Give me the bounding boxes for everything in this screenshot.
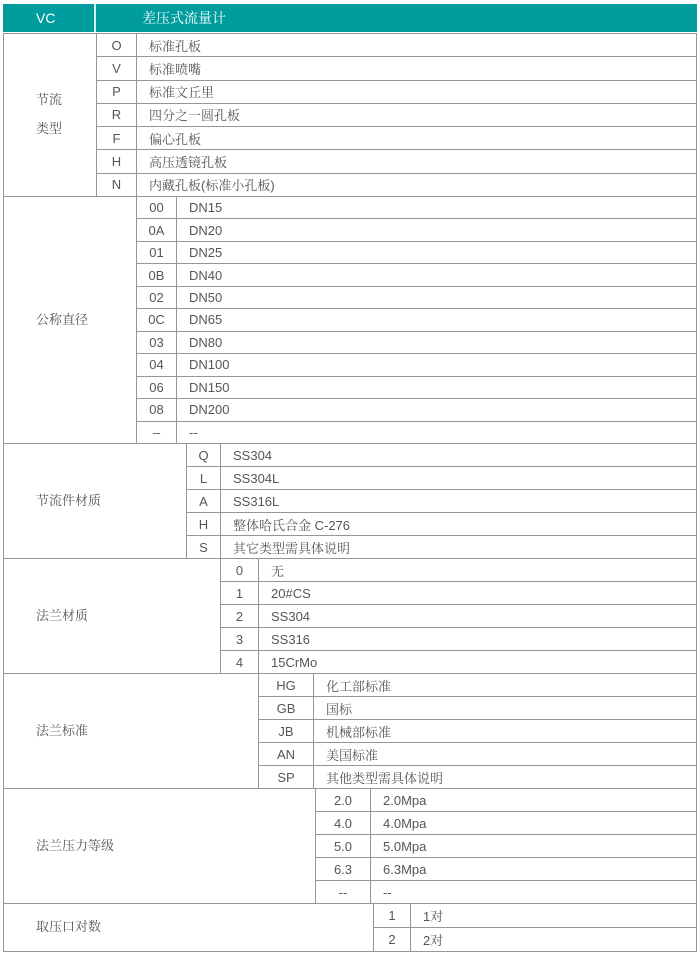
section-flange-material [4,558,696,673]
option-description: DN50 [189,290,223,306]
option-description: 国标 [326,701,353,717]
option-description: 高压透镜孔板 [149,155,228,171]
option-description: SS304L [233,470,280,486]
table-row [187,489,696,512]
option-description: 标准喷嘴 [149,61,202,77]
option-description: 6.3Mpa [383,861,427,877]
option-description: 2.0Mpa [383,792,427,808]
option-description: 四分之一圆孔板 [149,108,241,124]
option-code: 01 [137,242,177,263]
selection-table-body [3,33,697,952]
table-row [137,308,696,330]
table-row [221,604,696,627]
table-row [137,421,696,443]
option-description: DN65 [189,312,223,328]
option-description: -- [383,884,392,900]
table-row [187,466,696,489]
option-description: 偏心孔板 [149,131,202,147]
option-code: 5.0 [316,835,371,857]
option-code: N [97,174,137,196]
section-rows [221,559,696,673]
table-row [137,218,696,240]
table-row [97,34,696,56]
option-code: Q [187,444,221,466]
table-row [374,927,696,951]
section-rows [97,34,696,196]
section-label-line: 法兰压力等级 [36,837,115,853]
option-code: -- [316,881,371,903]
option-code: V [97,57,137,79]
section-nominal-diameter [4,196,696,443]
section-label-line: 取压口对数 [36,919,102,935]
option-code: F [97,127,137,149]
option-description: DN25 [189,245,223,261]
option-code: 00 [137,197,177,218]
option-code: 0C [137,309,177,330]
option-description: DN150 [189,379,230,395]
option-code: SP [259,766,314,788]
option-description: -- [189,424,198,440]
option-description: 2对 [423,933,444,948]
option-description: 美国标准 [326,747,379,763]
table-row [137,241,696,263]
option-description: SS304 [233,447,273,463]
option-description: SS316 [271,631,311,647]
option-code: 0A [137,219,177,240]
option-code: GB [259,697,314,719]
option-code: H [97,150,137,172]
table-row [97,103,696,126]
section-label [4,674,259,788]
table-row [97,80,696,103]
option-code: – [137,422,177,443]
product-title: 差压式流量计 [142,10,226,26]
option-description: 内藏孔板(标准小孔板) [149,178,275,194]
option-description: 1对 [423,909,444,924]
option-code: 3 [221,628,259,650]
table-row [137,197,696,218]
table-row [259,696,696,719]
option-code: 1 [221,582,259,604]
option-description: DN80 [189,334,223,350]
table-row [221,627,696,650]
section-label [4,789,316,903]
table-row [97,173,696,196]
table-row [137,331,696,353]
option-description: SS316L [233,493,280,509]
option-code: P [97,81,137,103]
table-row [259,765,696,788]
table-row [316,811,696,834]
table-row [97,149,696,172]
option-code: 04 [137,354,177,375]
table-row [316,857,696,880]
option-code: 08 [137,399,177,420]
table-row [316,880,696,903]
table-row [221,650,696,673]
option-code: 4.0 [316,812,371,834]
section-label-line: 节流件材质 [36,492,102,508]
option-code: O [97,34,137,56]
option-description: DN15 [189,200,223,216]
section-label-line: 法兰标准 [36,722,89,738]
option-code: 0B [137,264,177,285]
option-code: 06 [137,377,177,398]
option-code: 2 [221,605,259,627]
section-pressure-tap-pairs [4,903,696,951]
option-description: 5.0Mpa [383,838,427,854]
option-code: JB [259,720,314,742]
option-code: 6.3 [316,858,371,880]
section-label [4,34,97,196]
section-rows [259,674,696,788]
option-code: 1 [374,904,411,927]
option-description: 标准文丘里 [149,85,215,101]
section-flange-standard [4,673,696,788]
section-label-line: 类型 [36,121,63,136]
table-row [187,444,696,466]
table-row [259,742,696,765]
option-description: DN100 [189,357,230,373]
option-code: 0 [221,559,259,581]
section-throttle-material [4,443,696,558]
option-code: L [187,467,221,489]
section-label [4,559,221,673]
option-code: H [187,513,221,535]
option-description: 4.0Mpa [383,815,427,831]
table-row [259,674,696,696]
table-row [187,535,696,558]
table-row [221,559,696,581]
option-code: 02 [137,287,177,308]
option-code: 4 [221,651,259,673]
section-label [4,444,187,558]
table-row [137,398,696,420]
option-description: 标准孔板 [149,38,202,54]
section-rows [137,197,696,443]
option-code: AN [259,743,314,765]
option-code: S [187,536,221,558]
section-label [4,197,137,443]
option-code: 03 [137,332,177,353]
option-code: 2.0 [316,789,371,811]
section-rows [374,904,696,951]
table-row [97,56,696,79]
section-rows [316,789,696,903]
option-code: 2 [374,928,411,951]
section-label-line: 法兰材质 [36,607,89,623]
table-row [221,581,696,604]
table-header [3,4,697,32]
model-code: VC [3,4,96,32]
option-code: HG [259,674,314,696]
table-row [187,512,696,535]
table-row [316,789,696,811]
option-description: 15CrMo [271,654,318,670]
table-row [97,126,696,149]
option-description: 机械部标准 [326,724,392,740]
option-description: 化工部标准 [326,678,392,694]
option-description: DN40 [189,267,223,283]
table-row [374,904,696,927]
option-description: 其它类型需具体说明 [233,540,351,556]
option-code: A [187,490,221,512]
option-code: R [97,104,137,126]
table-row [316,834,696,857]
table-row [137,286,696,308]
option-description: 其他类型需具体说明 [326,770,444,786]
section-flange-pressure-rating [4,788,696,903]
section-rows [187,444,696,558]
option-description: SS304 [271,608,311,624]
table-row [137,376,696,398]
option-description: 无 [271,563,285,579]
section-label-line: 节流 [36,92,63,108]
option-description: DN20 [189,222,223,238]
section-label-line: 公称直径 [36,311,89,327]
table-row [259,719,696,742]
section-throttle-type [4,34,696,196]
table-row [137,263,696,285]
option-description: 整体哈氏合金 C-276 [233,517,351,533]
option-description: 20#CS [271,585,311,601]
section-label [4,904,374,951]
option-description: DN200 [189,402,230,418]
table-row [137,353,696,375]
